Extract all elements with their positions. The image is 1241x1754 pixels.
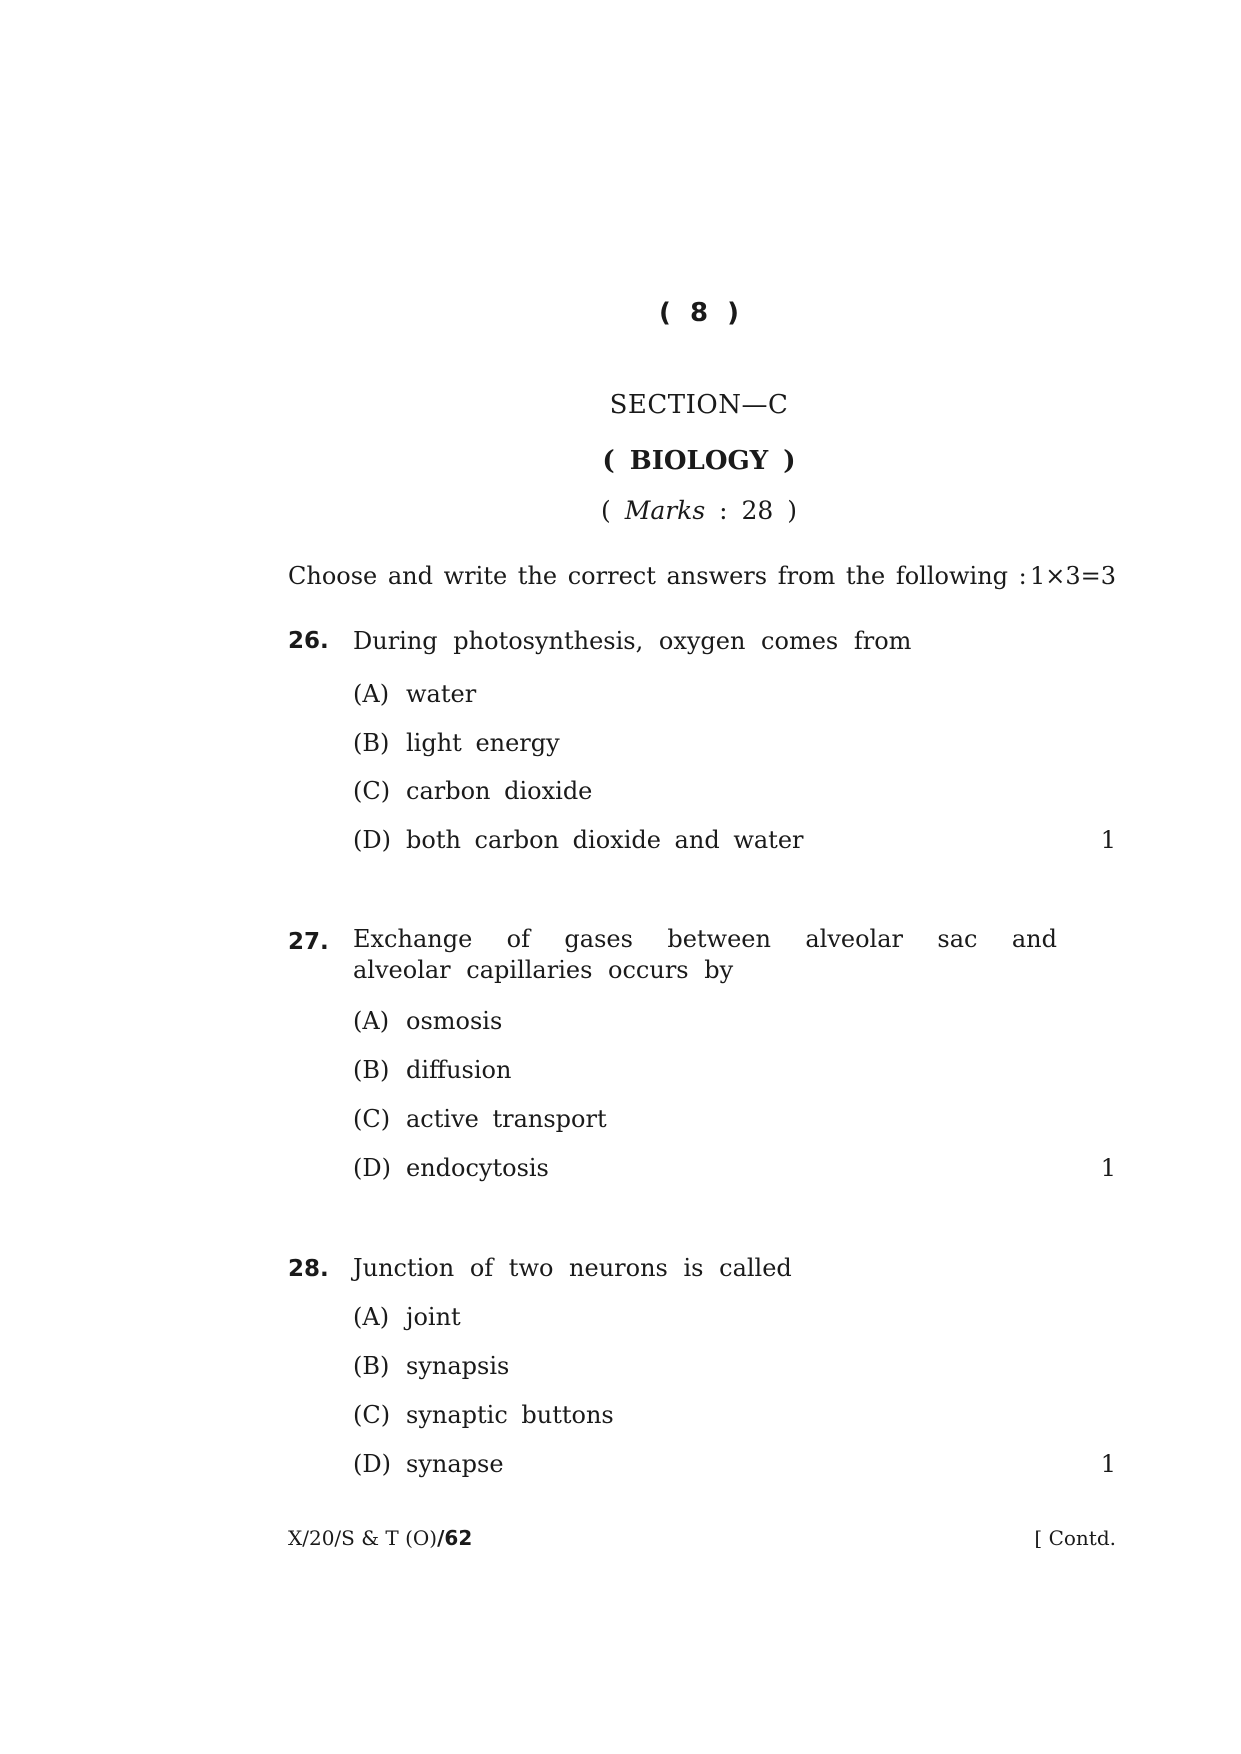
option-letter: (D) xyxy=(353,826,391,854)
option-text: joint xyxy=(406,1303,461,1331)
option-text: synapsis xyxy=(406,1352,510,1380)
subject-heading: ( BIOLOGY ) xyxy=(602,446,796,476)
option-letter: (A) xyxy=(353,1303,390,1331)
section-title: SECTION—C xyxy=(609,390,789,420)
question-number: 28. xyxy=(288,1256,329,1282)
question-number: 27. xyxy=(288,929,329,955)
question-marks: 1 xyxy=(1100,1450,1116,1478)
instruction-marks: 1×3=3 xyxy=(1029,562,1116,590)
option-text: active transport xyxy=(406,1105,607,1133)
continued-label: [ Contd. xyxy=(1034,1526,1116,1550)
question-text: During photosynthesis, oxygen comes from xyxy=(353,627,912,655)
option-text: water xyxy=(406,680,477,708)
option-text: carbon dioxide xyxy=(406,777,593,805)
option-text: both carbon dioxide and water xyxy=(406,826,804,854)
option-text: synaptic buttons xyxy=(406,1401,614,1429)
option-text: synapse xyxy=(406,1450,504,1478)
option-letter: (A) xyxy=(353,1007,390,1035)
page-number: ( 8 ) xyxy=(659,298,739,328)
question-marks: 1 xyxy=(1100,1154,1116,1182)
question-number: 26. xyxy=(288,628,329,654)
option-letter: (D) xyxy=(353,1450,391,1478)
section-marks xyxy=(0,496,1241,525)
marks-value: : 28 ) xyxy=(719,496,797,525)
option-letter: (C) xyxy=(353,1105,391,1133)
instruction-text: Choose and write the correct answers from the following : xyxy=(288,562,1027,590)
option-letter: (B) xyxy=(353,729,390,757)
marks-label: Marks xyxy=(624,496,706,525)
option-text: diffusion xyxy=(406,1056,512,1084)
option-letter: (B) xyxy=(353,1352,390,1380)
option-letter: (C) xyxy=(353,1401,391,1429)
option-text: osmosis xyxy=(406,1007,503,1035)
option-letter: (C) xyxy=(353,777,391,805)
question-marks: 1 xyxy=(1100,826,1116,854)
marks-open: ( xyxy=(601,496,611,525)
option-letter: (D) xyxy=(353,1154,391,1182)
option-letter: (A) xyxy=(353,680,390,708)
question-text: Exchange of gases between alveolar sac and alveolar capillaries occurs by xyxy=(353,925,1057,984)
paper-code-prefix: X/20/S & T (O) xyxy=(288,1526,438,1550)
option-text: light energy xyxy=(406,729,560,757)
paper-code-suffix: /62 xyxy=(437,1526,473,1550)
question-text: Junction of two neurons is called xyxy=(353,1254,792,1282)
option-text: endocytosis xyxy=(406,1154,549,1182)
option-letter: (B) xyxy=(353,1056,390,1084)
paper-code xyxy=(288,1526,472,1550)
